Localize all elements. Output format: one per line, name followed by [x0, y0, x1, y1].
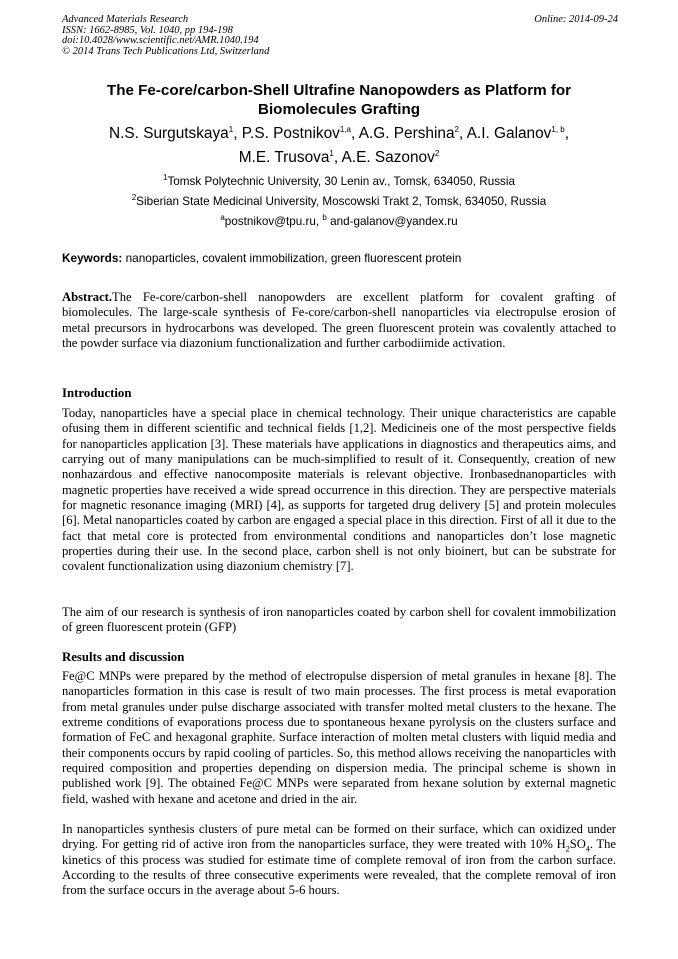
section-heading-results: Results and discussion	[62, 650, 185, 664]
email-link[interactable]: and-galanov@yandex.ru	[326, 215, 458, 228]
journal-name: Advanced Materials Research	[62, 14, 189, 25]
copyright-line: © 2014 Trans Tech Publications Ltd, Switzerland	[62, 45, 270, 57]
abstract-label: Abstract.	[62, 290, 113, 304]
author: M.E. Trusova$^1$	[238, 148, 334, 166]
doi-line[interactable]: doi:10.4028/www.scientific.net/AMR.1040.194	[62, 35, 259, 47]
author: A.G. Pershina$^2$	[358, 124, 459, 142]
author-line-2: M.E. Trusova$^1$, A.E. Sazonov$^2$	[238, 148, 440, 166]
keywords-label: Keywords:	[62, 251, 123, 265]
abstract	[62, 290, 616, 351]
author: N.S. Surgutskaya$^1$	[108, 124, 234, 142]
results-paragraph: Fe@C MNPs were prepared by the method of electropulse dispersion of metal granules in hexane [8]. The nanoparticles formation in this case is result of two main processes. The first process is metal evaporation from metal granules under pulse discharge associated with transfer molted metal clusters to the hexane. The extreme conditions of evaporations process due to spontaneous hexane pyrolysis on the clusters surface and formation of FeC and hexagonal graphite. Surface interaction of molten metal clusters with liquid media and their components occurs by rapid cooling of particles. So, this method allows receiving the nanoparticles with required composition and properties depending on dispersion media. The principal scheme is shown in published work [9]. The obtained Fe@C MNPs were separated from hexane solution by external magnetic field, washed with hexane and acetone and dried in the air.	[62, 669, 616, 806]
affiliation-2: $^2$Siberian State Medicinal University, Moscowski Trakt 2, Tomsk, 634050, Russia	[131, 193, 547, 208]
issn-line: ISSN: 1662-8985, Vol. 1040, pp 194-198	[62, 24, 233, 36]
keywords	[62, 251, 622, 265]
introduction-aim-paragraph: The aim of our research is synthesis of iron nanoparticles coated by carbon shell for covalent immobilization of green fluorescent protein (GFP)	[62, 605, 616, 635]
author-line-1: N.S. Surgutskaya$^1$, P.S. Postnikov$^{1,a}$, A.G. Pershina$^2$, A.I. Galanov$^{1, b}$,	[108, 124, 569, 142]
journal-header	[62, 15, 269, 57]
keywords-text: nanoparticles, covalent immobilization, green fluorescent protein	[122, 251, 462, 265]
affiliation-1: $^1$Tomsk Polytechnic University, 30 Lenin av., Tomsk, 634050, Russia	[163, 173, 515, 188]
online-date: Online: 2014-09-24	[534, 14, 618, 25]
affiliations	[62, 172, 616, 232]
author: P.S. Postnikov$^{1,a}$	[241, 124, 351, 142]
abstract-text: The Fe-core/carbon-shell nanopowders are excellent platform for covalent grafting of biomolecules. The large-scale synthesis of Fe-core/carbon-shell nanoparticles via electropulse erosion of metal precursors in hydrocarbons was developed. The green fluorescent protein was covalently attached to the powder surface via diazonium functionalization and further carbodiimide activation.	[62, 290, 616, 351]
email-link[interactable]: postnikov@tpu.ru,	[224, 215, 323, 228]
section-heading-introduction: Introduction	[62, 386, 132, 400]
results-paragraph-acid: In nanoparticles synthesis clusters of pure metal can be formed on their surface, which can oxidized under drying. For getting rid of active iron from the nanoparticles surface, they were treated with 10% $H_2SO_4$. The kinetics of this process was studied for estimate time of complete removal of iron from the carbon surface. According to the results of three consecutive experiments were revealed, that the complete removal of iron from the surface occurs in the average about 5-6 hours.	[62, 822, 616, 898]
author-list	[62, 122, 616, 170]
paper-title: The Fe-core/carbon-Shell Ultrafine Nanopowders as Platform for Biomolecules Grafting	[106, 82, 572, 118]
introduction-paragraph: Today, nanoparticles have a special place in chemical technology. Their unique characteristics are capable ofusing them in different scientific and technical fields [1,2]. Medicineis one of the most perspective fields for nanoparticles application [3]. These materials have applications in diagnostics and therapeutics aims, and carrying out of many manipulations can be much-simplified to result of it. Consequently, creation of new nonhazardous and effective nanocomposite materials is relevant objective. Ironbasednanoparticles with magnetic properties have received a wide spread occurrence in this direction. They are perspective materials for magnetic resonance imaging (MRI) [4], as supports for targeted drug delivery [5] and protein molecules [6]. Metal nanoparticles coated by carbon are engaged a special place in this direction. First of all it due to the fact that metal core is protected from environmental conditions and nanoparticles don’t lose magnetic properties during their use. In the second place, carbon shell is not only bioinert, but can be substrate for covalent functionalization using diazonium chemistry [7].	[62, 406, 616, 574]
author: A.I. Galanov$^{1, b}$	[466, 124, 565, 142]
author: A.E. Sazonov$^2$	[341, 148, 440, 166]
author-emails: $^a$postnikov@tpu.ru, $^b$ and-galanov@yandex.ru	[220, 213, 458, 228]
